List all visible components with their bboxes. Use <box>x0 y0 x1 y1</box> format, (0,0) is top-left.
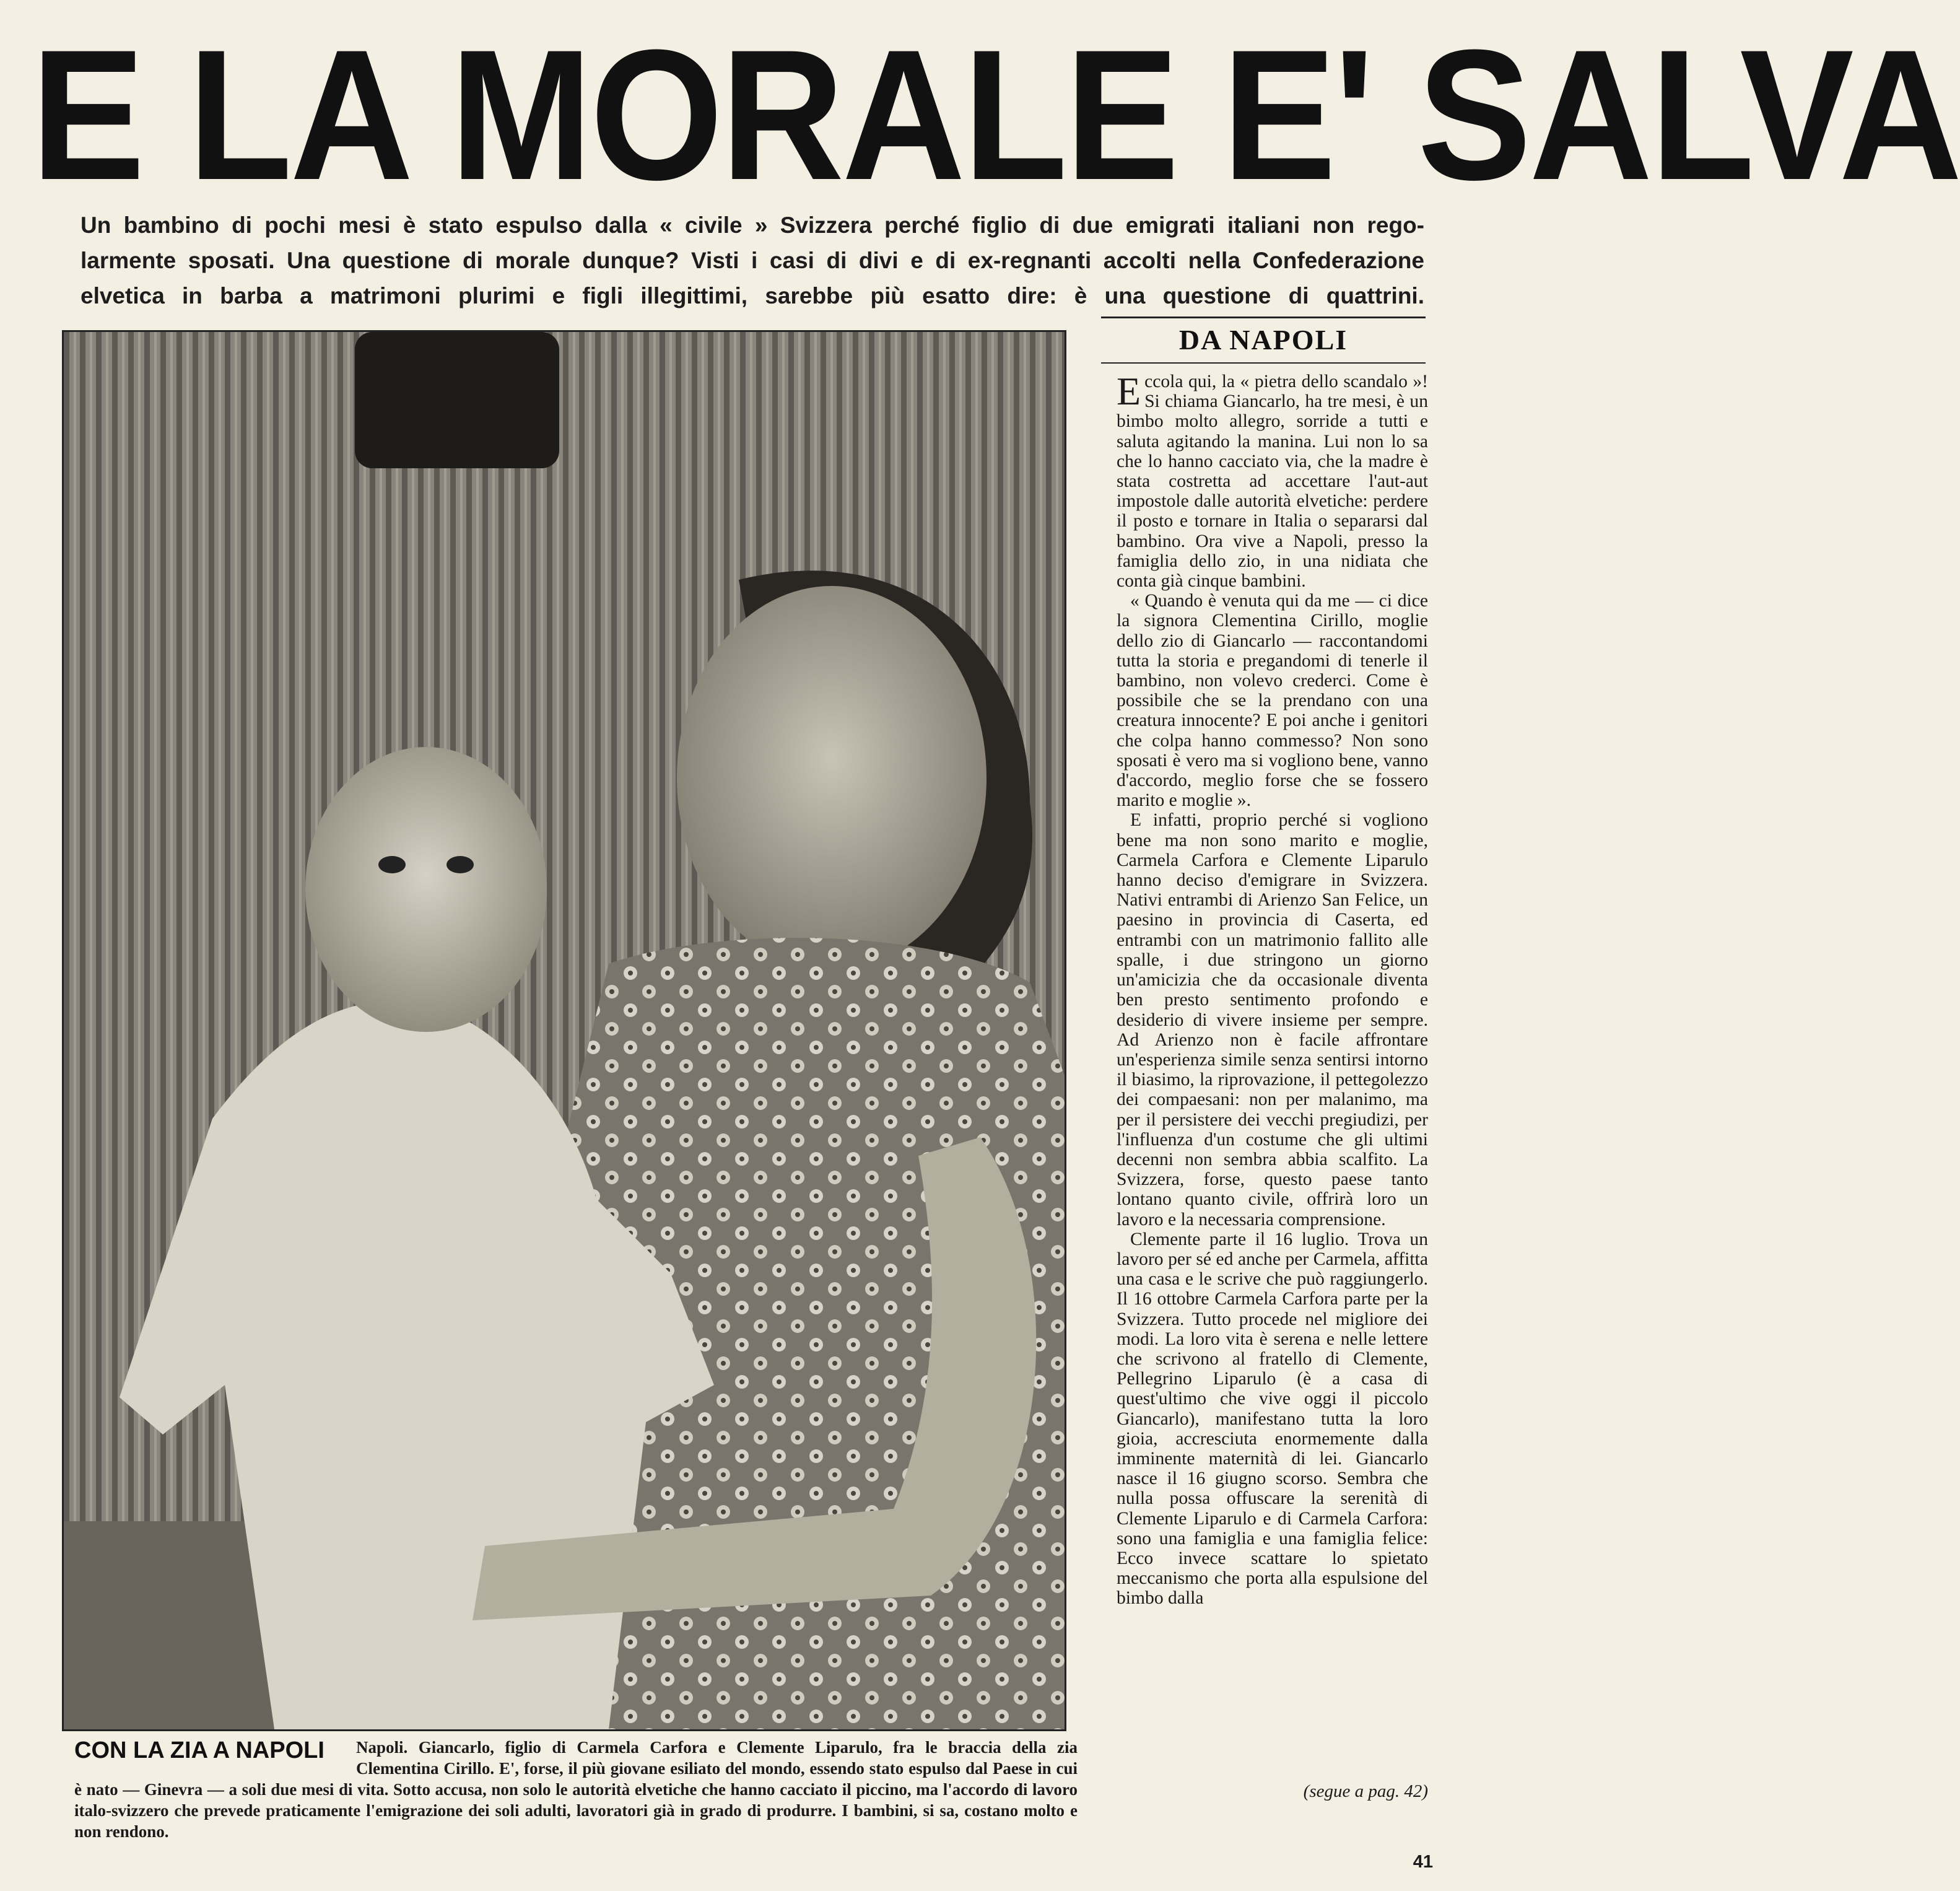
section-title: DA NAPOLI <box>1178 324 1348 356</box>
deck-line: larmente sposati. Una questione di morale dunque? Visti i casi di divi e di ex-regnanti accolti nella Confederazione <box>81 248 1424 273</box>
section-rule <box>1101 317 1426 318</box>
dropcap: E <box>1117 369 1141 413</box>
page-number: 41 <box>1413 1852 1433 1872</box>
article-paragraph: Clemente parte il 16 luglio. Trova un lavoro per sé ed anche per Carmela, affitta una casa e le scrive che può raggiungerlo. Il 16 ottobre Carmela Carfora parte per la Svizzera. Tutto procede nel migliore dei modi. La loro vita è serena e nelle lettere che scrivono al fratello di Clemente, Pellegrino Liparulo (è a casa di quest'ultimo che vive oggi il piccolo Giancarlo), manifestano tutta la loro gioia, accresciuta enormemente dalla imminente maternità di lei. Giancarlo nasce il 16 giugno scorso. Sembra che nulla possa offuscare la serenità di Clemente Liparulo e di Carmela Carfora: sono una famiglia e una famiglia felice: Ecco invece scattare lo spietato meccanismo che porta alla espulsione del bimbo dalla <box>1117 1229 1428 1609</box>
woman-face <box>677 586 987 970</box>
baby-face <box>305 747 547 1032</box>
photo-illustration <box>64 332 1065 1729</box>
article-paragraph: Eccola qui, la « pietra dello scandalo »! Si chiama Giancarlo, ha tre mesi, è un bimbo molto allegro, sorride a tutti e saluta agitando la manina. Lui non lo sa che lo hanno cacciato via, che la madre è stata costretta ad accettare l'aut-aut impostole dalle autorità elvetiche: perdere il posto e tornare in Italia o separarsi dal bambino. Ora vive a Napoli, presso la famiglia dello zio, in una nidiata che conta già cinque bambini. <box>1117 369 1428 592</box>
article-column <box>1117 369 1428 1750</box>
article-paragraph: « Quando è venuta qui da me — ci dice la signora Clementina Cirillo, moglie dello zio di Giancarlo — raccontandomi tutta la storia e pregandomi di tenerle il bambino, non volevo crederci. Come è possibile che se la prendano con una creatura innocente? E poi anche i genitori che colpa hanno commesso? Non sono sposati è vero ma si vogliono bene, vanno d'accordo, meglio forse che se fossero marito e moglie ». <box>1117 591 1428 811</box>
photo-mother-and-baby <box>62 330 1066 1731</box>
continuation-note: (segue a pag. 42) <box>1303 1781 1428 1801</box>
deck-line: elvetica in barba a matrimoni plurimi e figli illegittimi, sarebbe più esatto dire: è una questione di quattrini. <box>81 283 1424 308</box>
section-rule <box>1101 362 1426 364</box>
caption-text: Napoli. Giancarlo, figlio di Carmela Carfora e Clemente Liparulo, fra le braccia della zia Clementina Cirillo. E', forse, il più giovane esiliato del mondo, essendo stato espulso dal Paese in cui è nato — Ginevra — a soli due mesi di vita. Sotto accusa, non solo le autorità elvetiche che hanno cacciato il piccino, ma l'accordo di lavoro italo-svizzero che prevede praticamente l'emigrazione dei soli adulti, lavoratori già in grado di produrre. I bambini, si sa, costano molto e non rendono. <box>74 1738 1078 1841</box>
caption-title: CON LA ZIA A NAPOLI <box>74 1737 324 1763</box>
wall-frame <box>355 332 559 468</box>
headline: E LA MORALE E' SALVA <box>31 11 1960 219</box>
deck-line: Un bambino di pochi mesi è stato espulso dalla « civile » Svizzera perché figlio di due emigrati italiani non rego- <box>81 212 1424 238</box>
deck <box>81 207 1424 313</box>
article-paragraph: E infatti, proprio perché si vogliono bene ma non sono marito e moglie, Carmela Carfora e Clemente Liparulo hanno deciso d'emigrare in Svizzera. Nativi entrambi di Arienzo San Felice, un paesino in provincia di Caserta, ed entrambi con un matrimonio fallito alle spalle, i due stringono un giorno un'amicizia che da occasionale diventa ben presto sentimento profondo e desiderio di vivere insieme per sempre. Ad Arienzo non è facile affrontare un'esperienza simile senza sentirsi intorno il biasimo, la riprovazione, il pettegolezzo dei compaesani: non per malanimo, ma per il persistere dei vecchi pregiudizi, per l'influenza d'un costume che gli ultimi decenni non sembra abbia scalfito. La Svizzera, forse, questo paese tanto lontano quanto civile, offrirà loro un lavoro e la necessaria comprensione. <box>1117 810 1428 1229</box>
